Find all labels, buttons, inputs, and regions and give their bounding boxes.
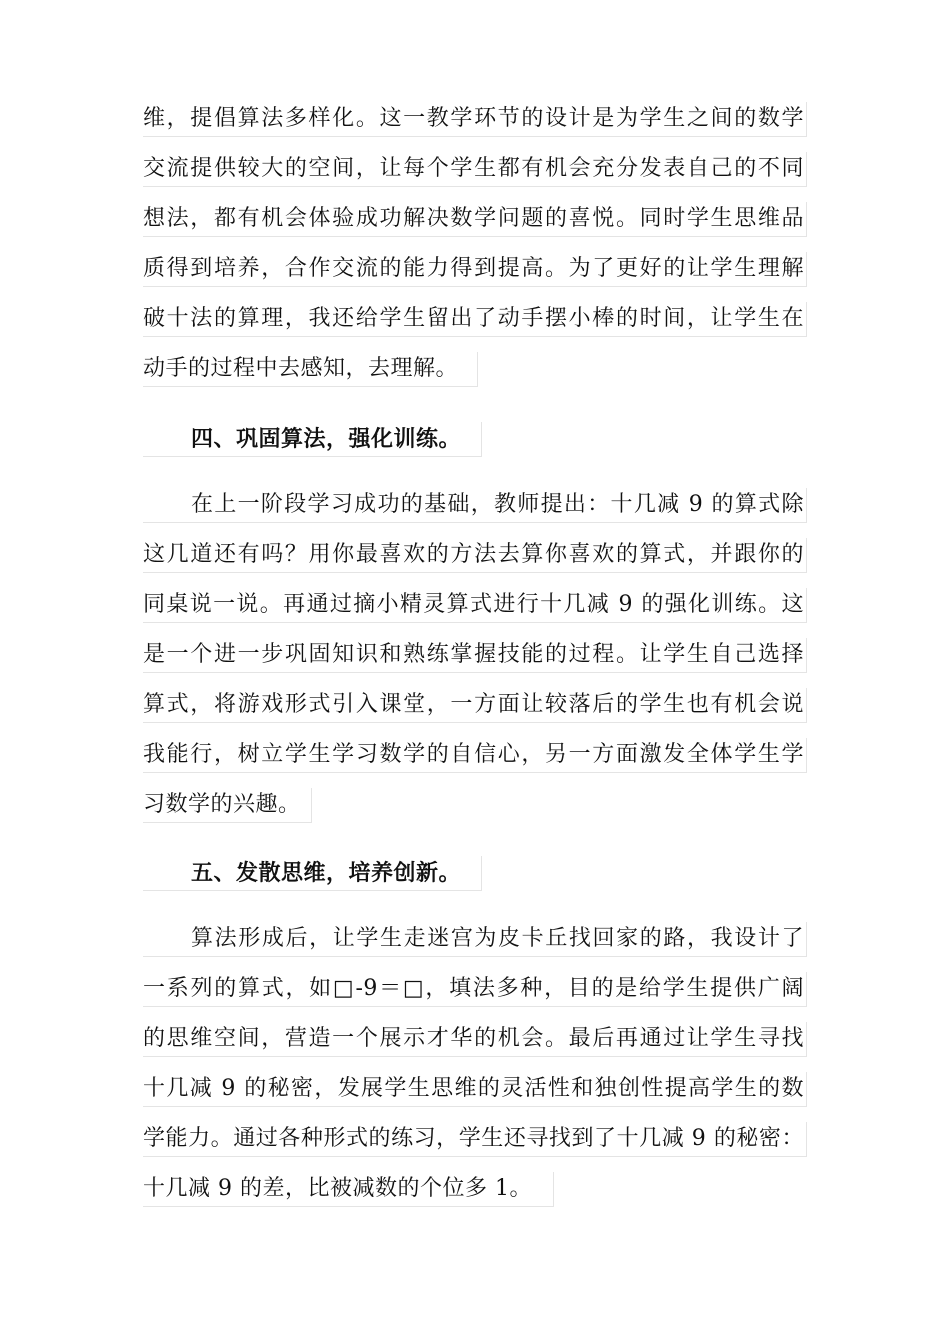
- text-line: 破十法的算理，我还给学生留出了动手摆小棒的时间，让学生在: [143, 302, 807, 337]
- text-line: 一系列的算式，如□-9＝□，填法多种，目的是给学生提供广阔: [143, 972, 807, 1007]
- text-line: 是一个进一步巩固知识和熟练掌握技能的过程。让学生自己选择: [143, 638, 807, 673]
- text-line: 在上一阶段学习成功的基础，教师提出：十几减 9 的算式除: [143, 488, 807, 523]
- text-line: 维，提倡算法多样化。这一教学环节的设计是为学生之间的数学: [143, 102, 807, 137]
- text-line: 算法形成后，让学生走迷宫为皮卡丘找回家的路，我设计了: [143, 922, 807, 957]
- text-line: 质得到培养，合作交流的能力得到提高。为了更好的让学生理解: [143, 252, 807, 287]
- text-line: 同桌说一说。再通过摘小精灵算式进行十几减 9 的强化训练。这: [143, 588, 807, 623]
- text-line: 想法，都有机会体验成功解决数学问题的喜悦。同时学生思维品: [143, 202, 807, 237]
- text-line: 这几道还有吗？用你最喜欢的方法去算你喜欢的算式，并跟你的: [143, 538, 807, 573]
- text-line: 动手的过程中去感知，去理解。: [143, 352, 478, 387]
- text-line: 的思维空间，营造一个展示才华的机会。最后再通过让学生寻找: [143, 1022, 807, 1057]
- text-line: 我能行，树立学生学习数学的自信心，另一方面激发全体学生学: [143, 738, 807, 773]
- text-line: 学能力。通过各种形式的练习，学生还寻找到了十几减 9 的秘密：: [143, 1122, 807, 1157]
- section-heading-4: 四、巩固算法，强化训练。: [143, 422, 482, 457]
- section-heading-5: 五、发散思维，培养创新。: [143, 856, 482, 891]
- text-line: 算式，将游戏形式引入课堂，一方面让较落后的学生也有机会说: [143, 688, 807, 723]
- text-line: 习数学的兴趣。: [143, 788, 312, 823]
- text-line: 十几减 9 的差，比被减数的个位多 1。: [143, 1172, 554, 1207]
- text-line: 十几减 9 的秘密，发展学生思维的灵活性和独创性提高学生的数: [143, 1072, 807, 1107]
- text-line: 交流提供较大的空间，让每个学生都有机会充分发表自己的不同: [143, 152, 807, 187]
